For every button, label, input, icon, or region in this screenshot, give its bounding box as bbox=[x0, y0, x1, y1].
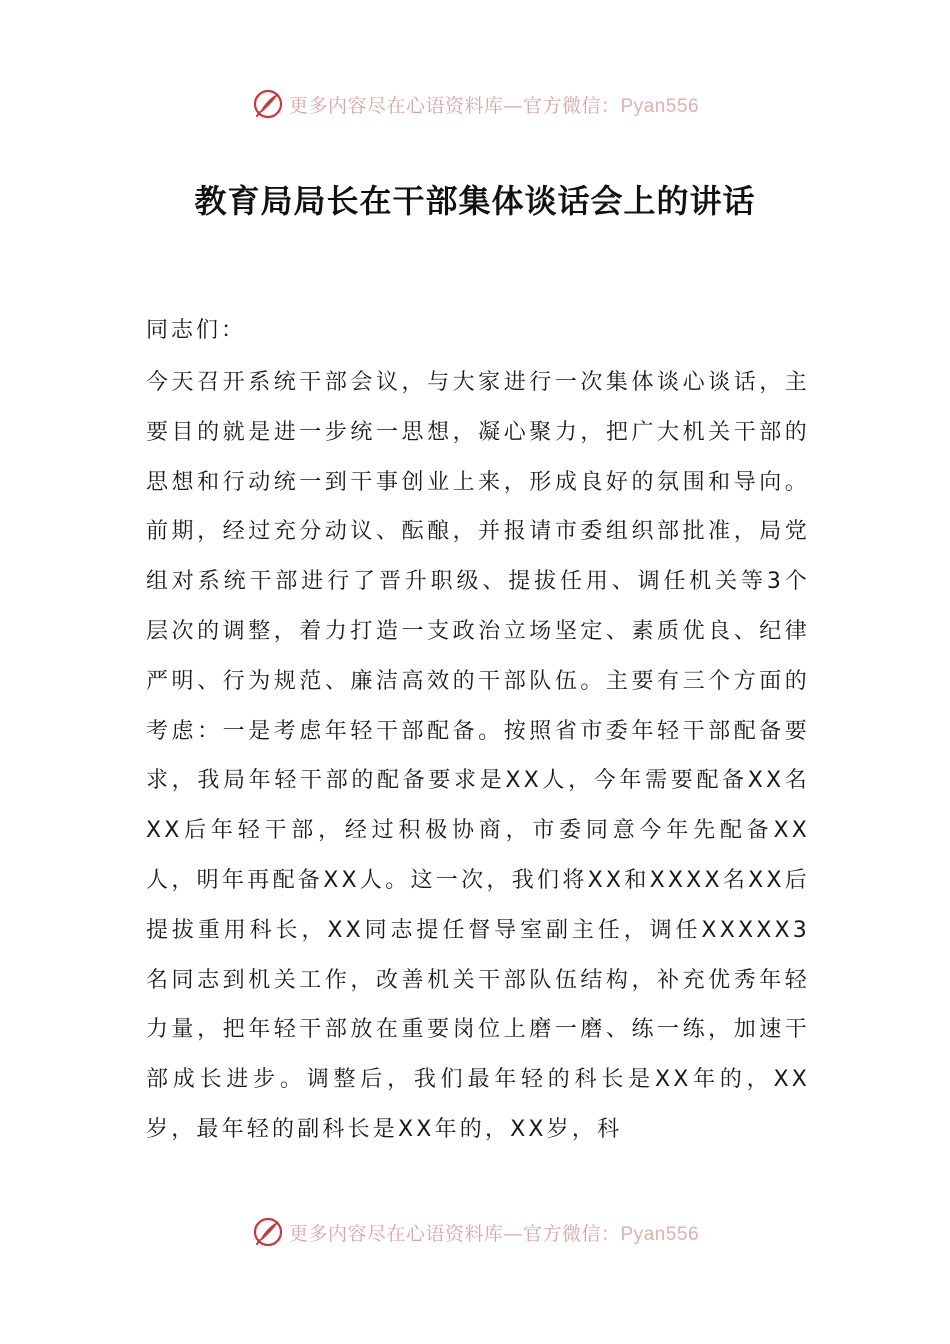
body-paragraph: 今天召开系统干部会议，与大家进行一次集体谈心谈话，主要目的就是进一步统一思想，凝心聚力，把广大机关干部的思想和行动统一到干事创业上来，形成良好的氛围和导向。前期，经过充分动议、酝酿，并报请市委组织部批准，局党组对系统干部进行了晋升职级、提拔任用、调任机关等3个层次的调整，着力打造一支政治立场坚定、素质优良、纪律严明、行为规范、廉洁高效的干部队伍。主要有三个方面的考虑：一是考虑年轻干部配备。按照省市委年轻干部配备要求，我局年轻干部的配备要求是XX人，今年需要配备XX名XX后年轻干部，经过积极协商，市委同意今年先配备XX人，明年再配备XX人。这一次，我们将XX和XXXX名XX后提拔重用科长，XX同志提任督导室副主任，调任XXXXX3名同志到机关工作，改善机关干部队伍结构，补充优秀年轻力量，把年轻干部放在重要岗位上磨一磨、练一练，加速干部成长进步。调整后，我们最年轻的科长是XX年的，XX岁，最年轻的副科长是XX年的，XX岁，科 bbox=[146, 370, 810, 1142]
watermark-text: 更多内容尽在心语资料库—官方微信：Pyan556 bbox=[288, 94, 700, 117]
watermark-contact: Pyan556 bbox=[620, 95, 700, 117]
watermark-text: 更多内容尽在心语资料库—官方微信：Pyan556 bbox=[288, 1222, 700, 1245]
document-title: 教育局局长在干部集体谈话会上的讲话 bbox=[194, 182, 756, 220]
quill-logo-icon bbox=[251, 87, 285, 121]
quill-logo-icon bbox=[251, 1215, 285, 1249]
header-watermark bbox=[0, 84, 950, 124]
watermark-contact: Pyan556 bbox=[620, 1223, 700, 1245]
salutation: 同志们： bbox=[146, 318, 247, 343]
footer-watermark bbox=[0, 1212, 950, 1252]
